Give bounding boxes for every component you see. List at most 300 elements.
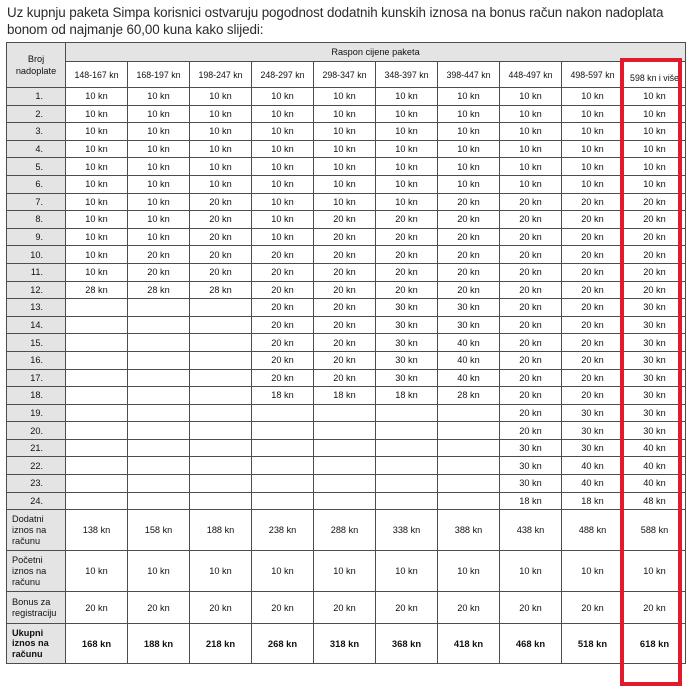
table-row [7,351,686,369]
table-cell: 20 kn [190,193,252,211]
table-cell: 20 kn [438,228,500,246]
table-cell: 10 kn [190,105,252,123]
table-cell: 10 kn [66,211,128,229]
summary-label: Bonus za registraciju [7,592,66,624]
table-cell: 30 kn [624,351,686,369]
table-cell: 10 kn [252,193,314,211]
table-row [7,175,686,193]
table-cell: 20 kn [500,387,562,405]
table-cell: 30 kn [624,369,686,387]
table-cell [190,457,252,475]
table-cell: 20 kn [190,246,252,264]
summary-cell: 20 kn [190,592,252,624]
table-cell: 20 kn [190,228,252,246]
table-cell: 10 kn [562,158,624,176]
table-cell: 20 kn [500,334,562,352]
table-cell: 10 kn [314,158,376,176]
column-header: 248-297 kn [252,62,314,88]
row-number: 10. [7,246,66,264]
summary-cell: 20 kn [562,592,624,624]
summary-cell: 438 kn [500,510,562,551]
table-cell: 10 kn [624,88,686,106]
summary-cell: 188 kn [128,624,190,664]
table-cell: 20 kn [624,263,686,281]
table-cell [314,457,376,475]
row-number: 8. [7,211,66,229]
column-header: 168-197 kn [128,62,190,88]
table-cell: 40 kn [562,457,624,475]
table-cell: 10 kn [252,228,314,246]
table-row [7,387,686,405]
table-cell: 20 kn [376,211,438,229]
table-row [7,246,686,264]
row-number: 23. [7,475,66,493]
table-cell: 10 kn [128,175,190,193]
summary-label: Početni iznos na računu [7,551,66,592]
table-cell: 10 kn [66,193,128,211]
table-cell [66,439,128,457]
table-cell [438,404,500,422]
table-cell: 20 kn [624,281,686,299]
table-cell: 10 kn [66,140,128,158]
table-cell: 20 kn [190,263,252,281]
table-cell: 10 kn [190,158,252,176]
summary-row [7,624,686,664]
table-cell: 18 kn [314,387,376,405]
table-cell: 20 kn [624,246,686,264]
table-cell: 20 kn [562,228,624,246]
table-cell: 20 kn [562,369,624,387]
table-cell: 30 kn [438,316,500,334]
summary-cell: 20 kn [252,592,314,624]
table-cell [66,299,128,317]
table-cell [128,439,190,457]
summary-cell: 10 kn [66,551,128,592]
table-cell: 30 kn [376,351,438,369]
summary-cell: 238 kn [252,510,314,551]
table-cell [66,351,128,369]
summary-row [7,592,686,624]
table-cell [314,422,376,440]
table-cell [252,422,314,440]
table-cell [128,492,190,510]
table-cell: 20 kn [624,228,686,246]
table-cell: 30 kn [500,439,562,457]
table-row [7,140,686,158]
table-row [7,492,686,510]
table-cell: 20 kn [624,211,686,229]
table-cell: 30 kn [624,334,686,352]
table-cell: 10 kn [438,123,500,141]
table-cell: 30 kn [624,299,686,317]
table-cell: 20 kn [500,404,562,422]
table-cell [252,404,314,422]
table-cell: 10 kn [438,158,500,176]
table-row [7,105,686,123]
table-cell: 10 kn [128,140,190,158]
table-cell: 18 kn [562,492,624,510]
table-cell: 10 kn [314,105,376,123]
table-cell: 20 kn [500,228,562,246]
column-header: 348-397 kn [376,62,438,88]
table-cell [66,404,128,422]
column-header: 598 kn i više [624,62,686,88]
table-row [7,457,686,475]
table-cell [66,457,128,475]
table-cell: 40 kn [438,369,500,387]
summary-label: Ukupni iznos na računu [7,624,66,664]
table-cell: 40 kn [624,457,686,475]
summary-cell: 10 kn [314,551,376,592]
table-cell: 10 kn [438,140,500,158]
table-cell [438,492,500,510]
table-cell: 48 kn [624,492,686,510]
summary-cell: 10 kn [562,551,624,592]
table-cell: 10 kn [376,158,438,176]
table-cell: 20 kn [128,246,190,264]
row-number: 5. [7,158,66,176]
table-cell: 40 kn [438,351,500,369]
summary-cell: 618 kn [624,624,686,664]
table-cell: 10 kn [252,175,314,193]
table-cell: 30 kn [562,439,624,457]
table-cell [190,439,252,457]
table-cell: 10 kn [128,211,190,229]
table-cell: 20 kn [500,193,562,211]
table-cell: 18 kn [500,492,562,510]
table-cell: 10 kn [438,88,500,106]
table-cell: 20 kn [562,316,624,334]
table-cell: 20 kn [314,316,376,334]
table-cell [252,492,314,510]
table-cell: 20 kn [500,369,562,387]
table-cell: 30 kn [624,404,686,422]
table-cell: 10 kn [376,140,438,158]
table-cell: 10 kn [66,175,128,193]
table-cell: 10 kn [376,193,438,211]
table-cell: 10 kn [562,175,624,193]
table-cell: 30 kn [624,387,686,405]
bonus-table [6,42,686,664]
table-cell: 10 kn [66,123,128,141]
column-header: 298-347 kn [314,62,376,88]
table-cell [252,475,314,493]
table-cell: 10 kn [624,105,686,123]
table-cell: 10 kn [314,88,376,106]
table-cell: 10 kn [562,140,624,158]
table-cell: 20 kn [500,281,562,299]
table-row [7,439,686,457]
table-cell: 20 kn [438,246,500,264]
row-number: 6. [7,175,66,193]
table-cell [376,492,438,510]
summary-cell: 10 kn [624,551,686,592]
table-cell: 10 kn [500,88,562,106]
table-cell: 20 kn [500,316,562,334]
table-row [7,299,686,317]
price-range-header: Raspon cijene paketa [66,43,686,62]
summary-cell: 418 kn [438,624,500,664]
table-cell: 20 kn [252,281,314,299]
table-cell [376,439,438,457]
table-cell [438,439,500,457]
table-cell: 10 kn [252,140,314,158]
table-cell: 20 kn [562,387,624,405]
table-cell: 10 kn [562,123,624,141]
table-cell [190,316,252,334]
table-cell: 30 kn [562,422,624,440]
table-cell: 20 kn [314,263,376,281]
row-number: 15. [7,334,66,352]
table-row [7,211,686,229]
table-cell: 10 kn [500,158,562,176]
table-cell: 20 kn [314,246,376,264]
table-cell [314,492,376,510]
table-cell [190,492,252,510]
summary-cell: 338 kn [376,510,438,551]
column-header: 398-447 kn [438,62,500,88]
table-cell: 20 kn [314,211,376,229]
table-cell: 10 kn [376,123,438,141]
table-row [7,422,686,440]
table-cell: 10 kn [66,158,128,176]
table-cell: 10 kn [128,158,190,176]
summary-cell: 20 kn [314,592,376,624]
summary-cell: 20 kn [500,592,562,624]
table-cell: 20 kn [624,193,686,211]
summary-cell: 188 kn [190,510,252,551]
table-row [7,228,686,246]
summary-cell: 20 kn [624,592,686,624]
row-number: 18. [7,387,66,405]
summary-row [7,510,686,551]
table-cell: 20 kn [252,334,314,352]
row-number: 16. [7,351,66,369]
summary-cell: 218 kn [190,624,252,664]
table-cell: 10 kn [190,175,252,193]
table-cell: 10 kn [500,175,562,193]
table-cell [128,422,190,440]
table-cell: 10 kn [128,105,190,123]
table-cell [66,369,128,387]
table-cell: 30 kn [376,334,438,352]
table-cell: 10 kn [252,105,314,123]
table-row [7,404,686,422]
table-cell: 20 kn [252,263,314,281]
table-cell: 10 kn [66,228,128,246]
table-cell [190,299,252,317]
summary-cell: 20 kn [66,592,128,624]
summary-cell: 20 kn [376,592,438,624]
row-number: 22. [7,457,66,475]
table-cell: 20 kn [376,263,438,281]
table-cell: 10 kn [314,140,376,158]
table-cell: 30 kn [376,316,438,334]
summary-cell: 10 kn [438,551,500,592]
table-cell: 10 kn [500,123,562,141]
table-cell: 20 kn [314,299,376,317]
table-cell [190,475,252,493]
table-cell: 20 kn [562,334,624,352]
table-cell: 10 kn [314,123,376,141]
table-cell: 40 kn [624,439,686,457]
row-number: 2. [7,105,66,123]
summary-cell: 388 kn [438,510,500,551]
table-cell: 10 kn [562,105,624,123]
table-cell: 20 kn [500,263,562,281]
row-number: 7. [7,193,66,211]
table-cell [314,439,376,457]
table-cell: 30 kn [624,422,686,440]
table-cell: 28 kn [438,387,500,405]
table-cell [128,387,190,405]
intro-text: Uz kupnju paketa Simpa korisnici ostvaruju pogodnost dodatnih kunskih iznosa na bonus račun nakon nadoplata bonom od najmanje 60,00 kuna kako slijedi: [7,5,664,37]
summary-cell: 10 kn [376,551,438,592]
table-cell: 20 kn [314,369,376,387]
table-row [7,158,686,176]
table-row [7,316,686,334]
column-header: 148-167 kn [66,62,128,88]
table-cell: 10 kn [66,263,128,281]
table-cell [66,387,128,405]
table-cell: 10 kn [252,123,314,141]
row-number: 12. [7,281,66,299]
summary-cell: 268 kn [252,624,314,664]
table-cell: 10 kn [438,175,500,193]
table-row [7,123,686,141]
table-cell [66,334,128,352]
table-cell: 10 kn [66,105,128,123]
table-cell: 20 kn [562,246,624,264]
table-cell: 30 kn [624,316,686,334]
row-number: 20. [7,422,66,440]
row-number: 17. [7,369,66,387]
table-cell [314,404,376,422]
table-row [7,263,686,281]
table-cell: 30 kn [500,457,562,475]
table-cell: 20 kn [500,299,562,317]
table-cell [190,404,252,422]
corner-header: Broj nadoplate [7,43,66,88]
table-cell: 10 kn [190,123,252,141]
table-cell [376,457,438,475]
table-cell: 20 kn [562,211,624,229]
table-cell: 10 kn [624,158,686,176]
row-number: 14. [7,316,66,334]
table-cell: 20 kn [376,228,438,246]
table-cell: 10 kn [66,246,128,264]
row-number: 19. [7,404,66,422]
table-cell [438,457,500,475]
table-cell: 10 kn [562,88,624,106]
table-cell: 28 kn [190,281,252,299]
table-cell: 40 kn [562,475,624,493]
table-cell: 30 kn [438,299,500,317]
summary-cell: 318 kn [314,624,376,664]
table-cell [128,457,190,475]
table-cell: 20 kn [190,211,252,229]
table-cell: 20 kn [314,281,376,299]
table-cell: 10 kn [624,123,686,141]
table-cell [66,475,128,493]
table-cell: 10 kn [128,193,190,211]
table-cell: 20 kn [438,193,500,211]
table-cell: 10 kn [252,211,314,229]
table-cell: 20 kn [562,193,624,211]
table-cell [190,422,252,440]
column-header: 448-497 kn [500,62,562,88]
summary-cell: 10 kn [128,551,190,592]
table-cell: 10 kn [500,105,562,123]
summary-cell: 138 kn [66,510,128,551]
row-number: 3. [7,123,66,141]
column-header: 198-247 kn [190,62,252,88]
table-cell: 20 kn [438,281,500,299]
column-header: 498-597 kn [562,62,624,88]
table-cell [128,404,190,422]
table-cell: 20 kn [562,263,624,281]
table-cell: 20 kn [128,263,190,281]
summary-cell: 488 kn [562,510,624,551]
table-cell: 10 kn [190,140,252,158]
summary-cell: 518 kn [562,624,624,664]
table-cell: 20 kn [252,299,314,317]
table-cell: 10 kn [500,140,562,158]
row-number: 4. [7,140,66,158]
table-cell: 10 kn [376,105,438,123]
table-cell [190,387,252,405]
table-cell [376,475,438,493]
table-cell: 10 kn [314,193,376,211]
row-number: 13. [7,299,66,317]
table-cell [128,334,190,352]
table-cell: 28 kn [66,281,128,299]
table-cell [252,457,314,475]
table-cell: 40 kn [624,475,686,493]
table-row [7,193,686,211]
summary-cell: 20 kn [438,592,500,624]
table-cell: 18 kn [376,387,438,405]
table-cell: 20 kn [376,281,438,299]
table-cell [190,351,252,369]
table-cell: 40 kn [438,334,500,352]
row-number: 24. [7,492,66,510]
table-cell: 30 kn [376,369,438,387]
table-row [7,334,686,352]
summary-cell: 10 kn [252,551,314,592]
table-cell: 10 kn [252,158,314,176]
table-cell: 10 kn [314,175,376,193]
table-cell [376,404,438,422]
table-cell: 30 kn [562,404,624,422]
table-cell [66,492,128,510]
table-cell: 10 kn [190,88,252,106]
table-cell: 10 kn [128,88,190,106]
table-cell: 20 kn [252,351,314,369]
table-cell [190,334,252,352]
table-cell [128,351,190,369]
row-number: 21. [7,439,66,457]
table-cell: 10 kn [376,175,438,193]
table-cell: 20 kn [252,316,314,334]
summary-cell: 10 kn [500,551,562,592]
table-cell: 30 kn [376,299,438,317]
table-cell: 10 kn [438,105,500,123]
summary-cell: 158 kn [128,510,190,551]
table-cell: 30 kn [500,475,562,493]
table-cell: 20 kn [562,351,624,369]
table-cell: 20 kn [500,422,562,440]
